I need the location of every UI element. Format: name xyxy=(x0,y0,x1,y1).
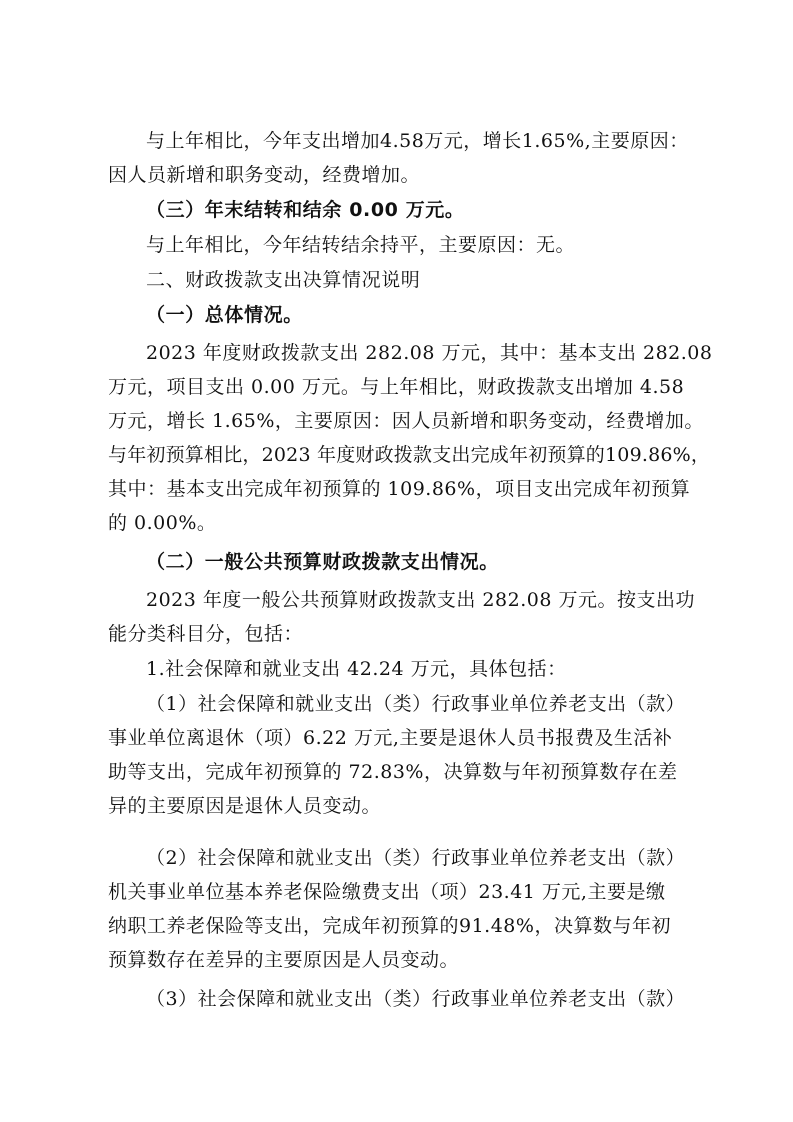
paragraph-line: 机关事业单位基本养老保险缴费支出（项）23.41 万元,主要是缴 xyxy=(108,881,666,903)
paragraph-line: （2）社会保障和就业支出（类）行政事业单位养老支出（款） xyxy=(146,847,686,869)
paragraph-line: 其中：基本支出完成年初预算的 109.86%，项目支出完成年初预算 xyxy=(108,478,691,500)
paragraph-line: 预算数存在差异的主要原因是人员变动。 xyxy=(108,949,460,971)
paragraph-line: 万元，增长 1.65%，主要原因：因人员新增和职务变动，经费增加。 xyxy=(108,410,704,432)
paragraph-line: 与上年相比，今年结转结余持平，主要原因：无。 xyxy=(146,234,576,256)
paragraph-line: （1）社会保障和就业支出（类）行政事业单位养老支出（款） xyxy=(146,693,686,715)
subsection-heading: （一）总体情况。 xyxy=(146,304,303,326)
paragraph-line: 能分类科目分，包括： xyxy=(108,623,304,645)
paragraph-line: 异的主要原因是退休人员变动。 xyxy=(108,795,382,817)
paragraph-line: （3）社会保障和就业支出（类）行政事业单位养老支出（款） xyxy=(146,988,686,1010)
paragraph-line: 2023 年度一般公共预算财政拨款支出 282.08 万元。按支出功 xyxy=(146,589,695,611)
subsection-heading: （二）一般公共预算财政拨款支出情况。 xyxy=(146,551,499,573)
section-heading: 二、财政拨款支出决算情况说明 xyxy=(146,269,421,291)
paragraph-line: 与上年相比，今年支出增加4.58万元，增长1.65%,主要原因： xyxy=(146,130,689,152)
paragraph-line: 的 0.00%。 xyxy=(108,512,217,534)
paragraph-line: 事业单位离退休（项）6.22 万元,主要是退休人员书报费及生活补 xyxy=(108,727,673,749)
paragraph-line: 1.社会保障和就业支出 42.24 万元，具体包括： xyxy=(146,658,567,680)
paragraph-line: 纳职工养老保险等支出，完成年初预算的91.48%，决算数与年初 xyxy=(108,915,671,937)
paragraph-line: 2023 年度财政拨款支出 282.08 万元，其中：基本支出 282.08 xyxy=(146,342,713,364)
paragraph-line: 万元，项目支出 0.00 万元。与上年相比，财政拨款支出增加 4.58 xyxy=(108,376,685,398)
paragraph-line: 助等支出，完成年初预算的 72.83%，决算数与年初预算数存在差 xyxy=(108,761,678,783)
paragraph-line: 与年初预算相比，2023 年度财政拨款支出完成年初预算的109.86%， xyxy=(108,444,711,466)
section-heading: （三）年末结转和结余 0.00 万元。 xyxy=(146,199,465,221)
paragraph-line: 因人员新增和职务变动，经费增加。 xyxy=(108,164,421,186)
